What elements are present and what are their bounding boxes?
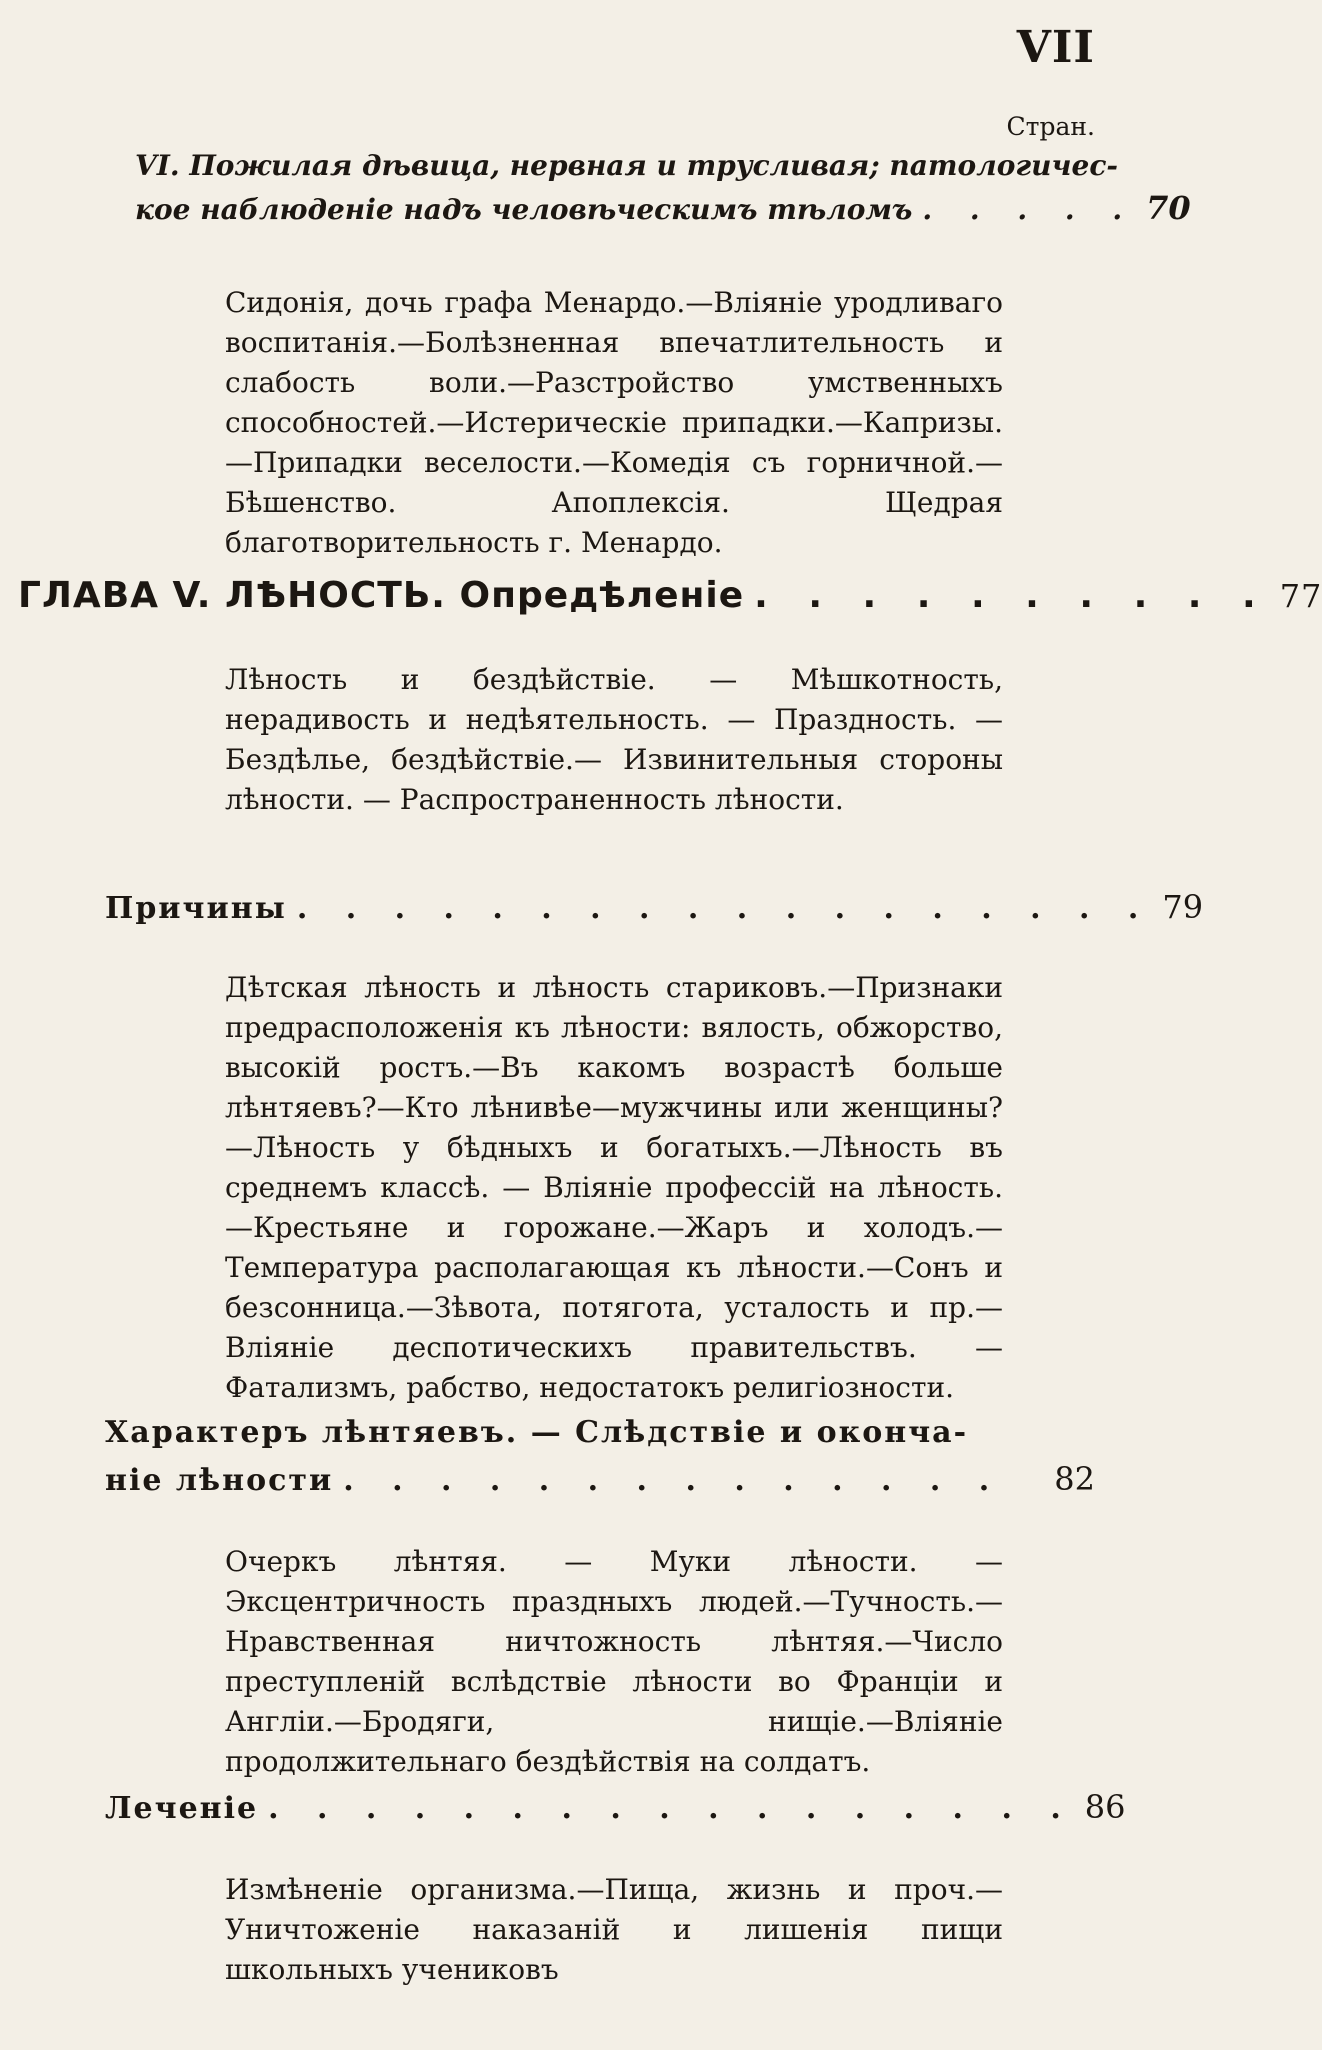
toc-entry-character-title-line1: Характеръ лѣнтяевъ. — Слѣдствіе и оконча- [105, 1415, 969, 1450]
toc-entry-vi-title-line1: VI. Пожилая дѣвица, нервная и трусливая; патологичес- [135, 149, 1118, 182]
toc-entry-vi-title-line2: кое наблюденіе надъ человѣческимъ тѣломъ [135, 193, 913, 226]
toc-entry-vi-description: Сидонія, дочь графа Менардо.—Вліяніе уродливаго воспитанія.—Болѣзненная впечатлительность и слабость воли.—Разстройство умственныхъ способностей.—Истерическіе припадки.—Капризы.—Припадки веселости.—Комедія съ горничной.—Бѣшенство. Апоплексія. Щедрая благотворительность г. Менардо. [225, 286, 1003, 559]
toc-entry-causes-title: Причины . . . . . . . . . . . . . . . . . . 79 [105, 888, 1204, 926]
toc-chapter-v-title: ГЛАВА V. ЛѢНОСТЬ. Опредѣленіе . . . . . . . . . . 77 [18, 575, 1322, 616]
toc-entry-treatment-title: Леченіе . . . . . . . . . . . . . . . . . 86 [105, 1788, 1126, 1826]
toc-entry-character-description: Очеркъ лѣнтяя. — Муки лѣности. — Эксцентричность праздныхъ людей.—Тучность.—Нравственная ничтожность лѣнтяя.—Число преступленій вслѣдствіе лѣности во Франціи и Англіи.—Бродяги, нищіе.—Вліяніе продолжительнаго бездѣйствія на солдатъ. [225, 1545, 1003, 1778]
toc-entry-causes-description: Дѣтская лѣность и лѣность стариковъ.—Признаки предрасположенія къ лѣности: вялость, обжорство, высокій ростъ.—Въ какомъ возрастѣ больше лѣнтяевъ?—Кто лѣнивѣе—мужчины или женщины?—Лѣность у бѣдныхъ и богатыхъ.—Лѣность въ среднемъ классѣ. — Вліяніе профессій на лѣность.—Крестьяне и горожане.—Жаръ и холодъ.—Температура располагающая къ лѣности.—Сонъ и безсонница.—Зѣвота, потягота, усталость и пр.—Вліяніе деспотическихъ правительствъ. — Фатализмъ, рабство, недостатокъ религіозности. [225, 971, 1003, 1404]
toc-entry-vi-title: VI. Пожилая дѣвица, нервная и трусливая; патологичес- кое наблюденіе надъ человѣческимъ тѣломъ . . . . . 70 [135, 145, 1095, 231]
toc-entry-treatment-page: 86 [1084, 1788, 1126, 1826]
toc-entry-treatment-description: Измѣненіе организма.—Пища, жизнь и проч.—Уничтоженіе наказаній и лишенія пищи школьныхъ учениковъ [225, 1873, 1003, 1986]
toc-entry-vi-page: 70 [1146, 189, 1191, 227]
page-column-label: Стран. [1006, 112, 1095, 141]
roman-page-number: VII [1016, 22, 1095, 73]
toc-chapter-v-description: Лѣность и бездѣйствіе. — Мѣшкотность, нерадивость и недѣятельность. — Праздность. — Бездѣлье, бездѣйствіе.— Извинительныя стороны лѣности. — Распространенность лѣности. [225, 663, 1003, 816]
toc-chapter-v-page: 77 [1279, 577, 1322, 615]
toc-entry-character-title: Характеръ лѣнтяевъ. — Слѣдствіе и оконча- ніе лѣности . . . . . . . . . . . . . . 82 [105, 1410, 1095, 1504]
toc-entry-causes-page: 79 [1162, 888, 1204, 926]
toc-entry-character-page: 82 [1054, 1460, 1095, 1498]
toc-entry-character-title-line2: ніе лѣности [105, 1463, 334, 1498]
